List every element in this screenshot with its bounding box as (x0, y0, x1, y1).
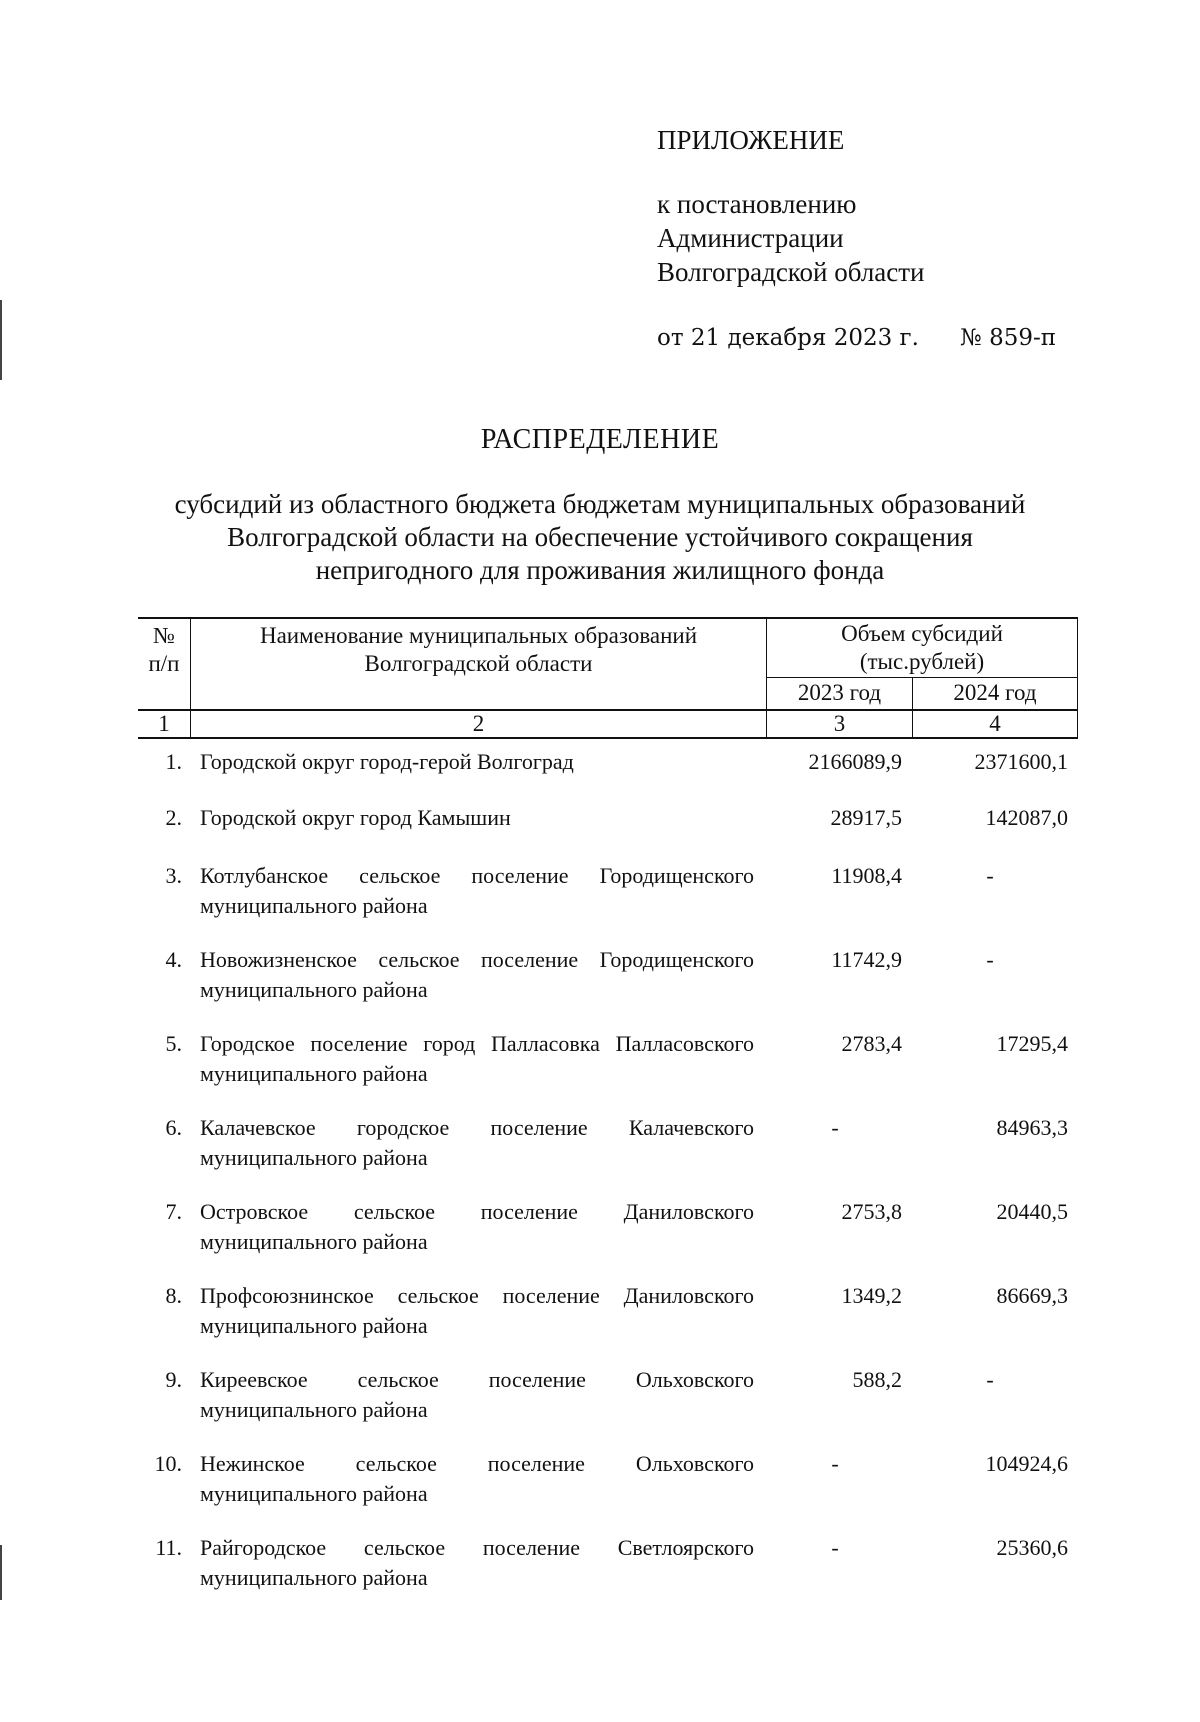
appendix-to: к постановлению (657, 189, 857, 219)
col-number-2: 2 (472, 711, 485, 736)
row-name (200, 1449, 754, 1509)
subtitle-line: субсидий из областного бюджета бюджетам муниципальных образований (174, 489, 1026, 519)
row-value-2023: - (831, 1451, 839, 1476)
row-value-2024: 104924,6 (985, 1451, 1068, 1476)
row-name-line2: муниципального района (200, 1397, 428, 1422)
col-no-header (138, 622, 190, 678)
decree-date-line (657, 323, 1057, 353)
row-value-2024: - (986, 863, 994, 888)
subtitle-line: непригодного для проживания жилищного фонда (315, 555, 885, 585)
row-value-2024: 142087,0 (985, 805, 1068, 830)
row-value-2023: - (831, 1535, 839, 1560)
col-volume-line1: Объем субсидий (841, 621, 1003, 646)
scan-edge-mark (0, 300, 2, 380)
row-name-line2: муниципального района (200, 1229, 428, 1254)
row-name-line2: муниципального района (200, 1313, 428, 1338)
col-number-3: 3 (833, 711, 846, 736)
row-value-2023: 11742,9 (831, 947, 902, 972)
row-name (200, 945, 754, 1005)
col-no-line2: п/п (148, 651, 180, 676)
col-no-line1: № (153, 623, 175, 648)
row-name-line1: Райгородское сельское поселение Светлоярского (200, 1535, 754, 1560)
row-name-line1: Профсоюзнинское сельское поселение Даниловского (200, 1283, 754, 1308)
row-value-2023: 28917,5 (830, 805, 902, 830)
row-name (200, 1197, 754, 1257)
col-name-line2: Волгоградской области (364, 651, 593, 676)
col-number-1: 1 (158, 711, 170, 736)
row-name-line1: Калачевское городское поселение Калачевского (200, 1115, 754, 1140)
row-number: 10. (154, 1451, 182, 1476)
col-name-line1: Наименование муниципальных образований (259, 623, 698, 648)
table-line (1077, 617, 1078, 738)
row-name-line2: муниципального района (200, 1061, 428, 1086)
row-name-line1: Новожизненское сельское поселение Городищенского (200, 947, 754, 972)
subtitle-line: Волгоградской области на обеспечение устойчивого сокращения (227, 522, 973, 552)
table-line (138, 617, 1078, 619)
row-number: 1. (165, 749, 182, 774)
row-value-2023: 2753,8 (841, 1199, 902, 1224)
row-name (200, 1113, 754, 1173)
col-volume-line2: (тыс.рублей) (859, 649, 985, 674)
row-value-2024: 2371600,1 (974, 749, 1068, 774)
row-name: Городской округ город Камышин (200, 805, 511, 830)
row-value-2024: - (986, 947, 994, 972)
row-name-line2: муниципального района (200, 1565, 428, 1590)
row-name-line1: Городское поселение город Палласовка Палласовского (200, 1031, 754, 1056)
row-number: 5. (165, 1031, 182, 1056)
row-number: 11. (155, 1535, 182, 1560)
row-value-2023: 1349,2 (841, 1283, 902, 1308)
row-name-line2: муниципального района (200, 893, 428, 918)
col-2024-header: 2024 год (953, 680, 1037, 705)
col-volume-header (767, 620, 1077, 676)
row-name-line1: Нежинское сельское поселение Ольховского (200, 1451, 754, 1476)
table-line (766, 677, 1078, 678)
appendix-org-line2: Волгоградской области (657, 257, 925, 287)
row-number: 3. (165, 863, 182, 888)
row-value-2023: 2166089,9 (808, 749, 902, 774)
row-name-line1: Котлубанское сельское поселение Городищенского (200, 863, 754, 888)
row-name (200, 1281, 754, 1341)
row-name (200, 1533, 754, 1593)
row-name-line2: муниципального района (200, 1145, 428, 1170)
row-value-2024: 20440,5 (996, 1199, 1068, 1224)
row-value-2024: 84963,3 (996, 1115, 1068, 1140)
document-subtitle (100, 488, 1100, 587)
row-name: Городской округ город-герой Волгоград (200, 749, 574, 774)
row-name (200, 1365, 754, 1425)
row-name (200, 861, 754, 921)
document-title: РАСПРЕДЕЛЕНИЕ (480, 424, 720, 455)
row-name-line1: Островское сельское поселение Даниловского (200, 1199, 754, 1224)
appendix-org-line1: Администрации (657, 223, 844, 253)
row-name-line1: Киреевское сельское поселение Ольховского (200, 1367, 754, 1392)
row-number: 7. (165, 1199, 182, 1224)
row-number: 2. (165, 805, 182, 830)
row-name-line2: муниципального района (200, 977, 428, 1002)
col-2023-header: 2023 год (797, 680, 882, 705)
appendix-title: ПРИЛОЖЕНИЕ (657, 125, 845, 155)
row-number: 6. (165, 1115, 182, 1140)
row-name (200, 1029, 754, 1089)
decree-date: от 21 декабря 2023 г. (657, 325, 919, 351)
row-value-2023: - (831, 1115, 839, 1140)
row-value-2024: - (986, 1367, 994, 1392)
row-value-2023: 588,2 (852, 1367, 902, 1392)
row-name-line2: муниципального района (200, 1481, 428, 1506)
row-value-2024: 25360,6 (996, 1535, 1068, 1560)
row-number: 8. (165, 1283, 182, 1308)
row-number: 9. (165, 1367, 182, 1392)
row-value-2024: 17295,4 (996, 1031, 1068, 1056)
row-value-2023: 2783,4 (841, 1031, 902, 1056)
row-value-2023: 11908,4 (831, 863, 902, 888)
decree-number: № 859-п (960, 325, 1057, 351)
row-value-2024: 86669,3 (996, 1283, 1068, 1308)
col-name-header (191, 622, 766, 678)
col-number-4: 4 (989, 711, 1001, 736)
scan-edge-mark (0, 1545, 2, 1600)
row-number: 4. (165, 947, 182, 972)
